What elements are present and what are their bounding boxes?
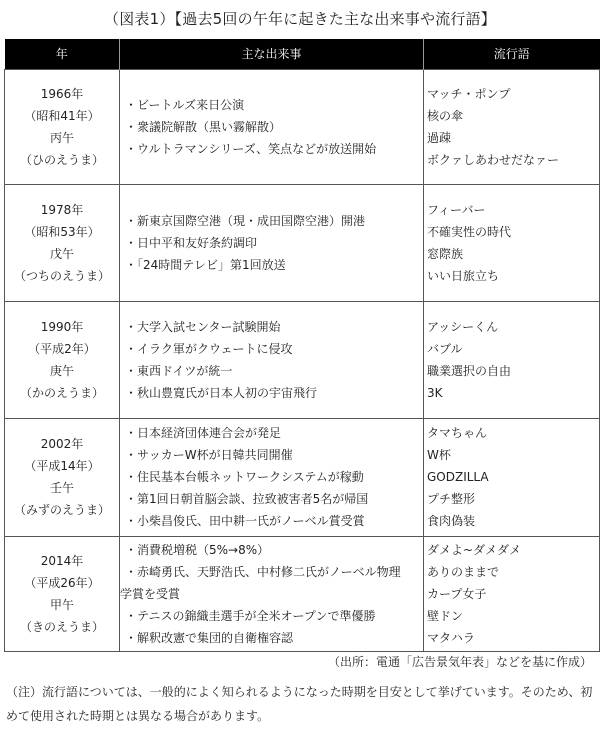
figure-title: （図表1）【過去5回の午年に起きた主な出来事や流行語】 [104, 10, 496, 28]
buzzword-item: バブル [427, 341, 463, 356]
buzzword-item: 不確実性の時代 [427, 224, 512, 239]
header-events: 主な出来事 [120, 39, 424, 69]
events-cell [120, 536, 424, 651]
buzzword-item: 核の傘 [427, 108, 464, 123]
buzzword-item: タマちゃん [427, 426, 488, 440]
event-item: ・解釈改憲で集団的自衛権容認 [125, 630, 294, 645]
eto-reading: （きのえうま） [19, 619, 104, 634]
eto-value: 丙午 [49, 130, 74, 145]
eto-reading: （かのえうま） [19, 385, 104, 400]
header-year: 年 [5, 39, 120, 69]
event-item: ・日中平和友好条約調印 [125, 235, 258, 250]
buzzword-item: 食肉偽装 [427, 514, 476, 528]
era-value: （平成26年） [24, 575, 100, 590]
event-item: ・衆議院解散（黒い霧解散） [125, 119, 282, 134]
eto-value: 壬午 [49, 481, 74, 495]
buzzword-item: 壁ドン [427, 608, 464, 623]
event-item: ・テニスの錦織圭選手が全米オープンで準優勝 [125, 608, 376, 623]
buzzword-item: W杯 [427, 448, 451, 462]
eto-reading: （みずのえうま） [13, 503, 110, 517]
year-value: 1966年 [40, 86, 84, 101]
year-value: 1978年 [40, 202, 84, 217]
buzzword-item: プチ整形 [427, 492, 476, 506]
event-item: ・住民基本台帳ネットワークシステムが稼動 [125, 470, 364, 484]
events-table [4, 39, 600, 652]
buzzwords-cell [424, 536, 600, 651]
event-item: ・東西ドイツが統一 [125, 363, 233, 378]
events-cell [120, 301, 424, 418]
event-item: ・「24時間テレビ」第1回放送 [125, 257, 286, 272]
eto-value: 戊午 [49, 246, 74, 261]
eto-value: 甲午 [49, 597, 74, 612]
era-value: （平成2年） [28, 341, 96, 356]
event-item: ・イラク軍がクウェートに侵攻 [125, 341, 293, 356]
event-item: ・ビートルズ来日公演 [125, 97, 245, 112]
buzzword-item: いい日旅立ち [427, 268, 500, 283]
buzzword-item: フィーバー [427, 202, 486, 217]
buzzword-item: アッシーくん [427, 319, 499, 334]
event-item: ・第1回日朝首脳会談、拉致被害者5名が帰国 [125, 492, 369, 506]
events-cell [120, 184, 424, 301]
table-row [5, 536, 600, 651]
event-item: ・サッカーW杯が日韓共同開催 [125, 448, 293, 462]
event-item: ・日本経済団体連合会が発足 [125, 426, 282, 440]
table-row [5, 301, 600, 418]
eto-reading: （ひのえうま） [19, 152, 104, 167]
table-row [5, 69, 600, 184]
buzzword-item: 窓際族 [427, 246, 464, 261]
era-value: （昭和53年） [24, 224, 100, 239]
era-value: （平成14年） [24, 459, 100, 473]
table-row [5, 418, 600, 536]
buzzwords-cell [424, 301, 600, 418]
year-value: 2014年 [40, 553, 84, 568]
year-cell [5, 536, 120, 651]
table-header-row [5, 39, 600, 69]
buzzwords-cell [424, 418, 600, 536]
buzzwords-cell [424, 69, 600, 184]
buzzwords-cell [424, 184, 600, 301]
event-item: ・秋山豊寛氏が日本人初の宇宙飛行 [125, 385, 318, 400]
event-item: ・赤崎勇氏、天野浩氏、中村修二氏がノーベル物理 [125, 564, 401, 579]
year-value: 2002年 [40, 437, 84, 451]
era-value: （昭和41年） [24, 108, 100, 123]
event-item: ・大学入試センター試験開始 [125, 319, 281, 334]
event-item: ・新東京国際空港（現・成田国際空港）開港 [125, 213, 366, 228]
buzzword-item: マタハラ [427, 630, 475, 645]
buzzword-item: 3K [427, 385, 443, 400]
buzzword-item: ボクァしあわせだなァー [427, 152, 560, 167]
buzzword-item: 職業選択の自由 [427, 363, 512, 378]
year-cell [5, 69, 120, 184]
buzzword-item: マッチ・ポンプ [427, 86, 511, 101]
table-row [5, 184, 600, 301]
eto-value: 庚午 [49, 363, 74, 378]
eto-reading: （つちのえうま） [13, 268, 110, 283]
buzzword-item: 過疎 [427, 130, 452, 145]
events-cell [120, 69, 424, 184]
buzzword-item: ありのままで [427, 564, 500, 579]
source-citation: （出所：電通「広告景気年表」などを基に作成） [327, 655, 592, 669]
event-item: ・消費税増税（5%→8%） [125, 542, 270, 557]
buzzword-item: カープ女子 [427, 586, 487, 601]
event-item: ・小柴昌俊氏、田中耕一氏がノーベル賞受賞 [125, 514, 365, 528]
header-buzzwords: 流行語 [424, 39, 600, 69]
footnote: （注）流行語については、一般的によく知られるようになった時期を目安として挙げています。そのため、初めて使用された時期とは異なる場合があります。 [6, 685, 593, 723]
year-cell [5, 301, 120, 418]
event-item-continuation: 学賞を受賞 [120, 586, 181, 601]
buzzword-item: GODZILLA [427, 470, 489, 484]
year-value: 1990年 [40, 319, 84, 334]
year-cell [5, 184, 120, 301]
events-cell [120, 418, 424, 536]
buzzword-item: ダメよ~ダメダメ [427, 542, 522, 557]
event-item: ・ウルトラマンシリーズ、笑点などが放送開始 [125, 141, 377, 156]
year-cell [5, 418, 120, 536]
